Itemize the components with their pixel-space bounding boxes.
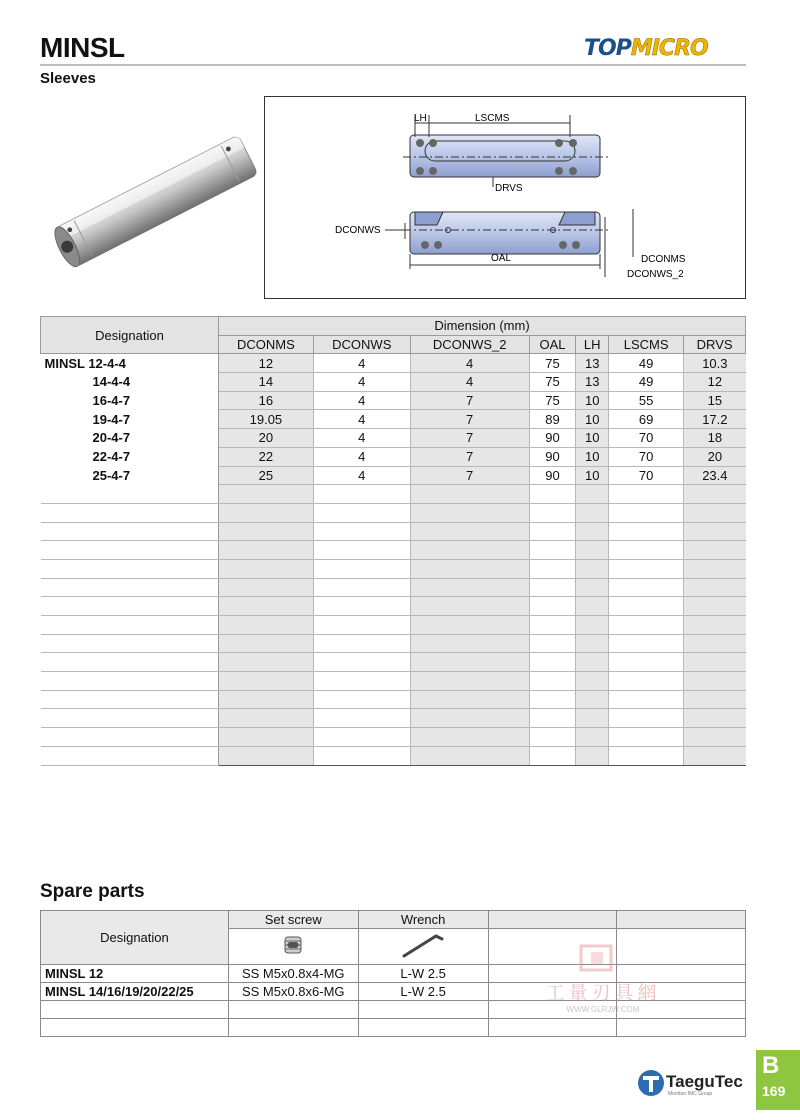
table-cell [529,559,576,578]
table-row [41,653,746,672]
spare-parts-title: Spare parts [40,881,145,902]
table-row [41,746,746,765]
table-row [41,391,746,410]
table-row [41,728,746,747]
table-cell: 75 [529,354,576,373]
table-cell [529,728,576,747]
table-cell [219,597,314,616]
table-cell [684,690,746,709]
table-cell: 19.05 [219,410,314,429]
table-cell [219,578,314,597]
spare-cell [617,1019,746,1037]
table-row [41,634,746,653]
table-cell [609,485,684,504]
sleeve-product-image [44,120,274,280]
table-cell [684,616,746,635]
spare-designation [41,1001,229,1019]
table-cell [219,709,314,728]
table-cell: 10.3 [684,354,746,373]
table-row [41,597,746,616]
table-cell [410,616,529,635]
table-cell: 10 [576,429,609,448]
row-designation: 22-4-7 [41,447,219,466]
table-cell [219,503,314,522]
table-cell: 7 [410,391,529,410]
company-name: TaeguTec [666,1072,743,1091]
table-cell [684,634,746,653]
table-cell [576,485,609,504]
table-cell: 12 [684,373,746,392]
table-cell [529,616,576,635]
table-cell: 55 [609,391,684,410]
label-lh: LH [414,113,427,124]
column-header: DCONWS [313,335,410,354]
table-cell [313,503,410,522]
table-row [41,559,746,578]
spare-cell [358,1019,488,1037]
table-cell [529,485,576,504]
row-designation: 20-4-7 [41,429,219,448]
table-cell [313,578,410,597]
table-cell: 10 [576,410,609,429]
row-designation [41,746,219,765]
table-cell: 70 [609,466,684,485]
title-divider [40,64,746,66]
spare-cell [488,1019,617,1037]
table-cell [609,746,684,765]
row-designation [41,709,219,728]
table-cell [313,746,410,765]
row-designation [41,597,219,616]
table-cell: 12 [219,354,314,373]
row-designation [41,690,219,709]
table-cell: 10 [576,447,609,466]
table-cell: 49 [609,354,684,373]
table-cell [609,728,684,747]
table-cell: 70 [609,447,684,466]
table-cell: 20 [219,429,314,448]
table-cell [529,690,576,709]
table-cell: 25 [219,466,314,485]
table-cell [410,653,529,672]
table-cell [219,485,314,504]
row-designation: 19-4-7 [41,410,219,429]
table-cell [576,597,609,616]
label-oal: OAL [491,253,512,264]
row-designation [41,728,219,747]
table-cell: 4 [410,354,529,373]
table-cell: 10 [576,466,609,485]
table-cell [609,709,684,728]
table-cell [219,522,314,541]
wrench-icon [398,930,448,960]
table-cell [609,634,684,653]
column-header: DCONWS_2 [410,335,529,354]
table-cell [684,503,746,522]
spare-designation: MINSL 12 [41,965,229,983]
table-cell: 20 [684,447,746,466]
table-cell [576,541,609,560]
table-cell: 4 [313,429,410,448]
column-header: DRVS [684,335,746,354]
table-cell [529,709,576,728]
spare-designation: MINSL 14/16/19/20/22/25 [41,983,229,1001]
table-cell: 4 [313,373,410,392]
wrench-header: Wrench [358,911,488,929]
table-row [41,522,746,541]
table-cell: 22 [219,447,314,466]
table-cell [684,672,746,691]
table-cell [313,597,410,616]
table-cell: 7 [410,447,529,466]
table-cell [410,485,529,504]
label-drvs: DRVS [495,183,523,194]
company-group-line: Member IMC Group [668,1091,713,1097]
label-dconms: DCONMS [641,254,686,265]
row-designation [41,503,219,522]
spare-cell: SS M5x0.8x6-MG [228,983,358,1001]
table-cell: 4 [313,391,410,410]
table-cell [410,559,529,578]
spare-row [41,1019,746,1037]
table-row [41,429,746,448]
topmicro-logo: TOPMICRO [584,36,708,61]
table-cell [529,597,576,616]
table-cell [609,578,684,597]
row-designation [41,541,219,560]
set-screw-header: Set screw [228,911,358,929]
table-cell: 14 [219,373,314,392]
table-cell [609,653,684,672]
table-cell: 90 [529,466,576,485]
table-cell: 75 [529,373,576,392]
table-cell [313,616,410,635]
table-cell [576,634,609,653]
spare-cell [228,1001,358,1019]
set-screw-icon [279,931,307,959]
table-cell [529,634,576,653]
table-row [41,410,746,429]
row-designation [41,559,219,578]
table-cell [684,728,746,747]
table-cell: 7 [410,410,529,429]
table-cell [609,503,684,522]
table-cell [410,690,529,709]
table-row [41,447,746,466]
table-cell: 69 [609,410,684,429]
table-cell [529,541,576,560]
section-tab [756,1050,800,1110]
taegutec-logo [636,1068,746,1100]
table-cell [576,559,609,578]
table-row [41,541,746,560]
column-header: DCONMS [219,335,314,354]
table-cell [609,672,684,691]
table-cell: 10 [576,391,609,410]
table-cell: 4 [313,466,410,485]
table-cell: 4 [313,354,410,373]
table-cell [609,690,684,709]
table-cell: 70 [609,429,684,448]
designation-header: Designation [41,317,219,354]
empty-header [617,911,746,929]
table-cell [313,541,410,560]
table-cell [410,672,529,691]
table-cell [684,485,746,504]
page-subtitle: Sleeves [40,70,96,87]
table-row [41,466,746,485]
table-cell [609,522,684,541]
table-cell [313,709,410,728]
table-cell [576,578,609,597]
table-row [41,709,746,728]
table-cell [576,728,609,747]
row-designation: 25-4-7 [41,466,219,485]
dimension-group-header: Dimension (mm) [219,317,746,336]
table-cell: 89 [529,410,576,429]
spare-cell: SS M5x0.8x4-MG [228,965,358,983]
column-header: LH [576,335,609,354]
table-cell: 90 [529,447,576,466]
page-number: 169 [762,1083,786,1099]
table-cell [219,653,314,672]
table-cell: 23.4 [684,466,746,485]
row-designation [41,653,219,672]
table-cell [609,597,684,616]
table-cell [576,503,609,522]
table-cell [219,728,314,747]
table-cell [410,578,529,597]
table-cell [576,653,609,672]
table-cell [529,672,576,691]
table-cell [410,522,529,541]
table-cell [219,690,314,709]
table-cell [529,653,576,672]
row-designation [41,578,219,597]
table-cell [219,672,314,691]
table-cell [576,690,609,709]
table-cell [410,503,529,522]
table-cell [609,616,684,635]
table-row [41,373,746,392]
row-designation [41,522,219,541]
table-cell [684,597,746,616]
table-cell [609,541,684,560]
label-dconws: DCONWS [335,225,381,236]
label-dconws-2: DCONWS_2 [627,269,684,280]
table-cell: 17.2 [684,410,746,429]
table-cell [529,503,576,522]
spare-cell: L-W 2.5 [358,965,488,983]
table-cell [410,728,529,747]
table-cell [410,746,529,765]
table-cell [529,522,576,541]
table-cell: 4 [313,410,410,429]
table-cell [529,746,576,765]
table-cell: 13 [576,373,609,392]
table-cell [576,522,609,541]
table-row [41,690,746,709]
table-cell [410,597,529,616]
table-cell [576,709,609,728]
table-row [41,616,746,635]
table-cell: 4 [313,447,410,466]
table-cell [576,616,609,635]
label-lscms: LSCMS [475,113,510,124]
row-designation [41,485,219,504]
table-cell [219,634,314,653]
table-cell: 16 [219,391,314,410]
table-cell [684,578,746,597]
table-cell [684,541,746,560]
table-row [41,354,746,373]
table-cell: 13 [576,354,609,373]
watermark [533,942,673,1012]
table-cell [529,578,576,597]
table-row [41,672,746,691]
table-cell: 15 [684,391,746,410]
row-designation [41,616,219,635]
table-cell [313,728,410,747]
table-cell [410,709,529,728]
table-row [41,578,746,597]
row-designation: 16-4-7 [41,391,219,410]
table-cell [219,746,314,765]
table-cell [313,634,410,653]
empty-header [488,911,617,929]
row-designation [41,634,219,653]
table-cell [684,746,746,765]
row-designation [41,672,219,691]
table-cell [684,559,746,578]
table-cell [410,541,529,560]
column-header: LSCMS [609,335,684,354]
spare-designation [41,1019,229,1037]
dimension-diagram [264,96,746,299]
watermark-url: WWW.GLRJW.COM [566,1005,640,1014]
spare-cell: L-W 2.5 [358,983,488,1001]
table-cell [576,672,609,691]
table-cell: 90 [529,429,576,448]
watermark-text: 工量刃具網 [545,982,661,1004]
table-cell: 18 [684,429,746,448]
table-cell: 4 [410,373,529,392]
table-cell [313,690,410,709]
table-cell [313,522,410,541]
table-cell [684,653,746,672]
table-cell [410,634,529,653]
table-cell [684,709,746,728]
table-cell [313,653,410,672]
page-title: MINSL [40,32,125,63]
spare-designation-header: Designation [41,911,229,965]
table-cell: 75 [529,391,576,410]
table-cell [219,559,314,578]
table-row [41,503,746,522]
table-cell: 7 [410,429,529,448]
table-cell [313,672,410,691]
table-cell: 7 [410,466,529,485]
table-cell [219,616,314,635]
row-designation: MINSL 12-4-4 [41,354,219,373]
table-cell: 49 [609,373,684,392]
table-cell [576,746,609,765]
dimension-table [40,316,746,766]
table-cell [219,541,314,560]
spare-cell [228,1019,358,1037]
table-cell [609,559,684,578]
column-header: OAL [529,335,576,354]
table-row [41,485,746,504]
row-designation: 14-4-4 [41,373,219,392]
table-cell [313,559,410,578]
section-letter: B [762,1052,780,1079]
spare-cell [358,1001,488,1019]
table-cell [684,522,746,541]
table-cell [313,485,410,504]
